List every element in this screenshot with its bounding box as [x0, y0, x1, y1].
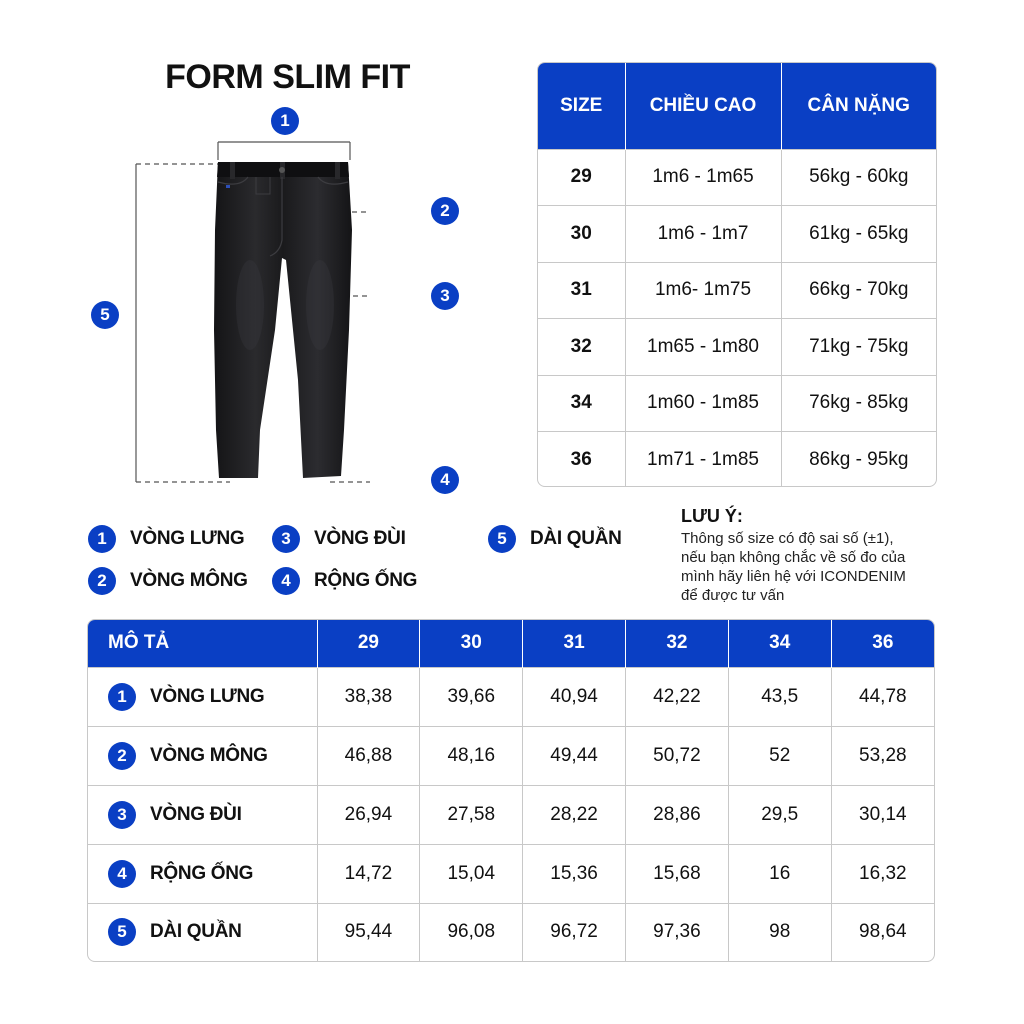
value-cell: 28,22	[523, 785, 626, 844]
value-cell: 29,5	[728, 785, 831, 844]
value-cell: 28,86	[625, 785, 728, 844]
marker-4-leg-opening: 4	[431, 466, 459, 494]
header-size-34: 34	[728, 620, 831, 667]
legend-badge: 5	[488, 525, 516, 553]
value-cell: 15,04	[420, 844, 523, 903]
header-weight: CÂN NẶNG	[781, 63, 936, 149]
row-label: VÒNG MÔNG	[150, 744, 268, 766]
value-cell: 43,5	[728, 667, 831, 726]
size-table-header	[538, 63, 936, 149]
note-title: LƯU Ý:	[681, 506, 743, 526]
height-cell: 1m6 - 1m65	[625, 149, 781, 206]
row-label: VÒNG ĐÙI	[150, 803, 242, 825]
value-cell: 98	[728, 903, 831, 961]
size-cell: 31	[538, 262, 625, 319]
row-label: DÀI QUẦN	[150, 921, 242, 943]
note-line: mình hãy liên hệ với ICONDENIM	[681, 568, 906, 585]
value-cell: 42,22	[625, 667, 728, 726]
size-cell: 29	[538, 149, 625, 206]
value-cell: 16,32	[831, 844, 934, 903]
row-badge: 4	[108, 860, 136, 888]
row-badge: 5	[108, 918, 136, 946]
header-size-30: 30	[420, 620, 523, 667]
table-row	[538, 206, 936, 263]
marker-5-length: 5	[91, 301, 119, 329]
value-cell: 26,94	[317, 785, 420, 844]
value-cell: 38,38	[317, 667, 420, 726]
header-size-32: 32	[625, 620, 728, 667]
row-label-cell	[88, 844, 317, 903]
weight-cell: 61kg - 65kg	[781, 206, 936, 263]
legend-label: RỘNG ỐNG	[314, 570, 418, 591]
legend-item-leg-opening	[272, 567, 417, 595]
weight-cell: 71kg - 75kg	[781, 319, 936, 376]
header-size: SIZE	[538, 63, 625, 149]
size-cell: 34	[538, 375, 625, 432]
measurement-table-header	[88, 620, 934, 667]
table-row	[538, 375, 936, 432]
header-size-36: 36	[831, 620, 934, 667]
value-cell: 16	[728, 844, 831, 903]
header-height: CHIỀU CAO	[625, 63, 781, 149]
size-cell: 30	[538, 206, 625, 263]
marker-3-thigh: 3	[431, 282, 459, 310]
measurement-table	[87, 619, 935, 962]
value-cell: 44,78	[831, 667, 934, 726]
table-row	[538, 149, 936, 206]
table-row	[88, 726, 934, 785]
table-row	[88, 903, 934, 961]
legend-item-waist	[88, 525, 244, 553]
legend-item-thigh	[272, 525, 406, 553]
row-label: RỘNG ỐNG	[150, 862, 254, 884]
legend-item-length	[488, 525, 622, 553]
header-size-31: 31	[523, 620, 626, 667]
legend-label: DÀI QUẦN	[530, 528, 622, 549]
size-chart-table	[537, 62, 937, 487]
height-cell: 1m71 - 1m85	[625, 432, 781, 488]
legend-badge: 1	[88, 525, 116, 553]
row-badge: 3	[108, 801, 136, 829]
table-row	[88, 844, 934, 903]
table-row	[538, 319, 936, 376]
row-badge: 1	[108, 683, 136, 711]
legend-badge: 4	[272, 567, 300, 595]
jeans-diagram	[130, 130, 370, 490]
row-label-cell	[88, 667, 317, 726]
legend-label: VÒNG ĐÙI	[314, 528, 406, 549]
value-cell: 40,94	[523, 667, 626, 726]
row-label-cell	[88, 903, 317, 961]
value-cell: 30,14	[831, 785, 934, 844]
value-cell: 15,36	[523, 844, 626, 903]
value-cell: 49,44	[523, 726, 626, 785]
legend-badge: 2	[88, 567, 116, 595]
row-label-cell	[88, 785, 317, 844]
value-cell: 96,72	[523, 903, 626, 961]
value-cell: 48,16	[420, 726, 523, 785]
value-cell: 39,66	[420, 667, 523, 726]
height-cell: 1m65 - 1m80	[625, 319, 781, 376]
height-cell: 1m60 - 1m85	[625, 375, 781, 432]
page-title: FORM SLIM FIT	[165, 58, 410, 96]
row-label-cell	[88, 726, 317, 785]
table-row	[88, 667, 934, 726]
value-cell: 95,44	[317, 903, 420, 961]
note-line: Thông số size có độ sai số (±1),	[681, 530, 894, 547]
weight-cell: 66kg - 70kg	[781, 262, 936, 319]
table-row	[88, 785, 934, 844]
row-label: VÒNG LƯNG	[150, 685, 265, 707]
size-note	[681, 506, 941, 605]
legend-label: VÒNG LƯNG	[130, 528, 245, 549]
value-cell: 15,68	[625, 844, 728, 903]
note-body	[681, 529, 941, 605]
weight-cell: 76kg - 85kg	[781, 375, 936, 432]
value-cell: 14,72	[317, 844, 420, 903]
value-cell: 97,36	[625, 903, 728, 961]
note-line: nếu bạn không chắc về số đo của	[681, 549, 906, 566]
size-cell: 36	[538, 432, 625, 488]
marker-1-waist: 1	[271, 107, 299, 135]
note-line: để được tư vấn	[681, 587, 785, 604]
table-row	[538, 262, 936, 319]
value-cell: 50,72	[625, 726, 728, 785]
value-cell: 52	[728, 726, 831, 785]
legend-item-hip	[88, 567, 248, 595]
height-cell: 1m6- 1m75	[625, 262, 781, 319]
value-cell: 46,88	[317, 726, 420, 785]
value-cell: 27,58	[420, 785, 523, 844]
row-badge: 2	[108, 742, 136, 770]
table-row	[538, 432, 936, 488]
header-size-29: 29	[317, 620, 420, 667]
value-cell: 98,64	[831, 903, 934, 961]
legend-label: VÒNG MÔNG	[130, 570, 248, 591]
value-cell: 53,28	[831, 726, 934, 785]
height-cell: 1m6 - 1m7	[625, 206, 781, 263]
legend-badge: 3	[272, 525, 300, 553]
header-description: MÔ TẢ	[88, 620, 317, 667]
weight-cell: 56kg - 60kg	[781, 149, 936, 206]
value-cell: 96,08	[420, 903, 523, 961]
weight-cell: 86kg - 95kg	[781, 432, 936, 488]
size-cell: 32	[538, 319, 625, 376]
marker-2-hip: 2	[431, 197, 459, 225]
